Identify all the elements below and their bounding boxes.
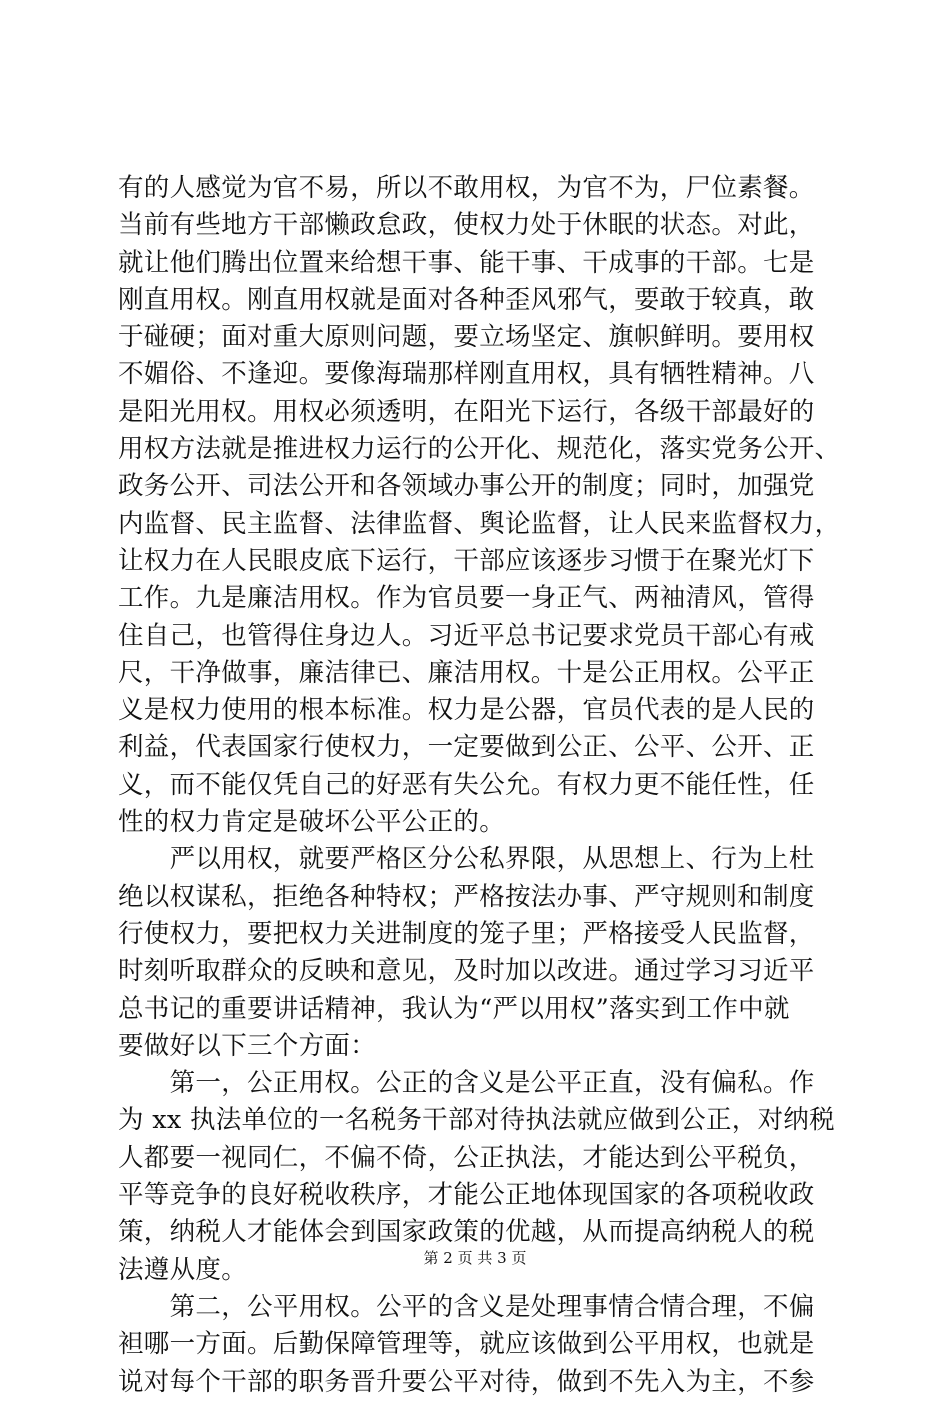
text-line: 为 xx 执法单位的一名税务干部对待执法就应做到公正，对纳税: [118, 1105, 835, 1136]
paragraph-start-line: 第二，公平用权。公平的含义是处理事情合情合理，不偏: [118, 1291, 815, 1322]
text-line: 说对每个干部的职务晋升要公平对待，做到不先入为主，不参: [118, 1366, 815, 1397]
text-line: 利益，代表国家行使权力，一定要做到公正、公平、公开、正: [118, 732, 815, 763]
page-footer: [0, 1248, 950, 1268]
text-line: 尺，干净做事，廉洁律已、廉洁用权。十是公正用权。公平正: [118, 657, 815, 688]
text-line: 让权力在人民眼皮底下运行，干部应该逐步习惯于在聚光灯下: [118, 545, 815, 576]
page-number-label: 第 2 页 共 3 页: [423, 1249, 527, 1267]
text-line: 绝以权谋私，拒绝各种特权；严格按法办事、严守规则和制度: [118, 881, 815, 912]
text-line: 义，而不能仅凭自己的好恶有失公允。有权力更不能任性，任: [118, 769, 815, 800]
text-line: 刚直用权。刚直用权就是面对各种歪风邪气，要敢于较真，敢: [118, 284, 815, 315]
text-line: 性的权力肯定是破坏公平公正的。: [118, 807, 506, 838]
text-line: 用权方法就是推进权力运行的公开化、规范化，落实党务公开、: [118, 434, 841, 465]
text-line: 于碰硬；面对重大原则问题，要立场坚定、旗帜鲜明。要用权: [118, 322, 815, 353]
text-line: 总书记的重要讲话精神，我认为“严以用权”落实到工作中就: [118, 993, 790, 1024]
text-line: 当前有些地方干部懒政怠政，使权力处于休眠的状态。对此，: [118, 210, 815, 241]
text-line: 不媚俗、不逢迎。要像海瑞那样刚直用权，具有牺牲精神。八: [118, 359, 815, 390]
text-line: 行使权力，要把权力关进制度的笼子里；严格接受人民监督，: [118, 918, 815, 949]
text-line: 内监督、民主监督、法律监督、舆论监督，让人民来监督权力，: [118, 508, 841, 539]
paragraph-start-line: 第一，公正用权。公正的含义是公平正直，没有偏私。作: [118, 1068, 815, 1099]
text-line: 法遵从度。: [118, 1254, 248, 1285]
body-text: [118, 170, 841, 1401]
text-line: 要做好以下三个方面：: [118, 1030, 377, 1061]
text-line: 袒哪一方面。后勤保障管理等，就应该做到公平用权，也就是: [118, 1329, 815, 1360]
text-line: 人都要一视同仁，不偏不倚，公正执法，才能达到公平税负，: [118, 1142, 815, 1173]
text-line: 工作。九是廉洁用权。作为官员要一身正气、两袖清风，管得: [118, 583, 815, 614]
text-line: 平等竞争的良好税收秩序，才能公正地体现国家的各项税收政: [118, 1180, 815, 1211]
text-line: 有的人感觉为官不易，所以不敢用权，为官不为，尸位素餐。: [118, 173, 815, 203]
text-line: 就让他们腾出位置来给想干事、能干事、干成事的干部。七是: [118, 247, 815, 278]
text-line: 时刻听取群众的反映和意见，及时加以改进。通过学习习近平: [118, 956, 815, 987]
paragraph-start-line: 严以用权，就要严格区分公私界限，从思想上、行为上杜: [118, 844, 815, 875]
text-line: 政务公开、司法公开和各领域办事公开的制度；同时，加强党: [118, 471, 815, 502]
text-line: 是阳光用权。用权必须透明，在阳光下运行，各级干部最好的: [118, 396, 815, 427]
text-line: 住自己，也管得住身边人。习近平总书记要求党员干部心有戒: [118, 620, 815, 651]
text-line: 义是权力使用的根本标准。权力是公器，官员代表的是人民的: [118, 695, 815, 726]
text-line: 策，纳税人才能体会到国家政策的优越，从而提高纳税人的税: [118, 1217, 815, 1248]
